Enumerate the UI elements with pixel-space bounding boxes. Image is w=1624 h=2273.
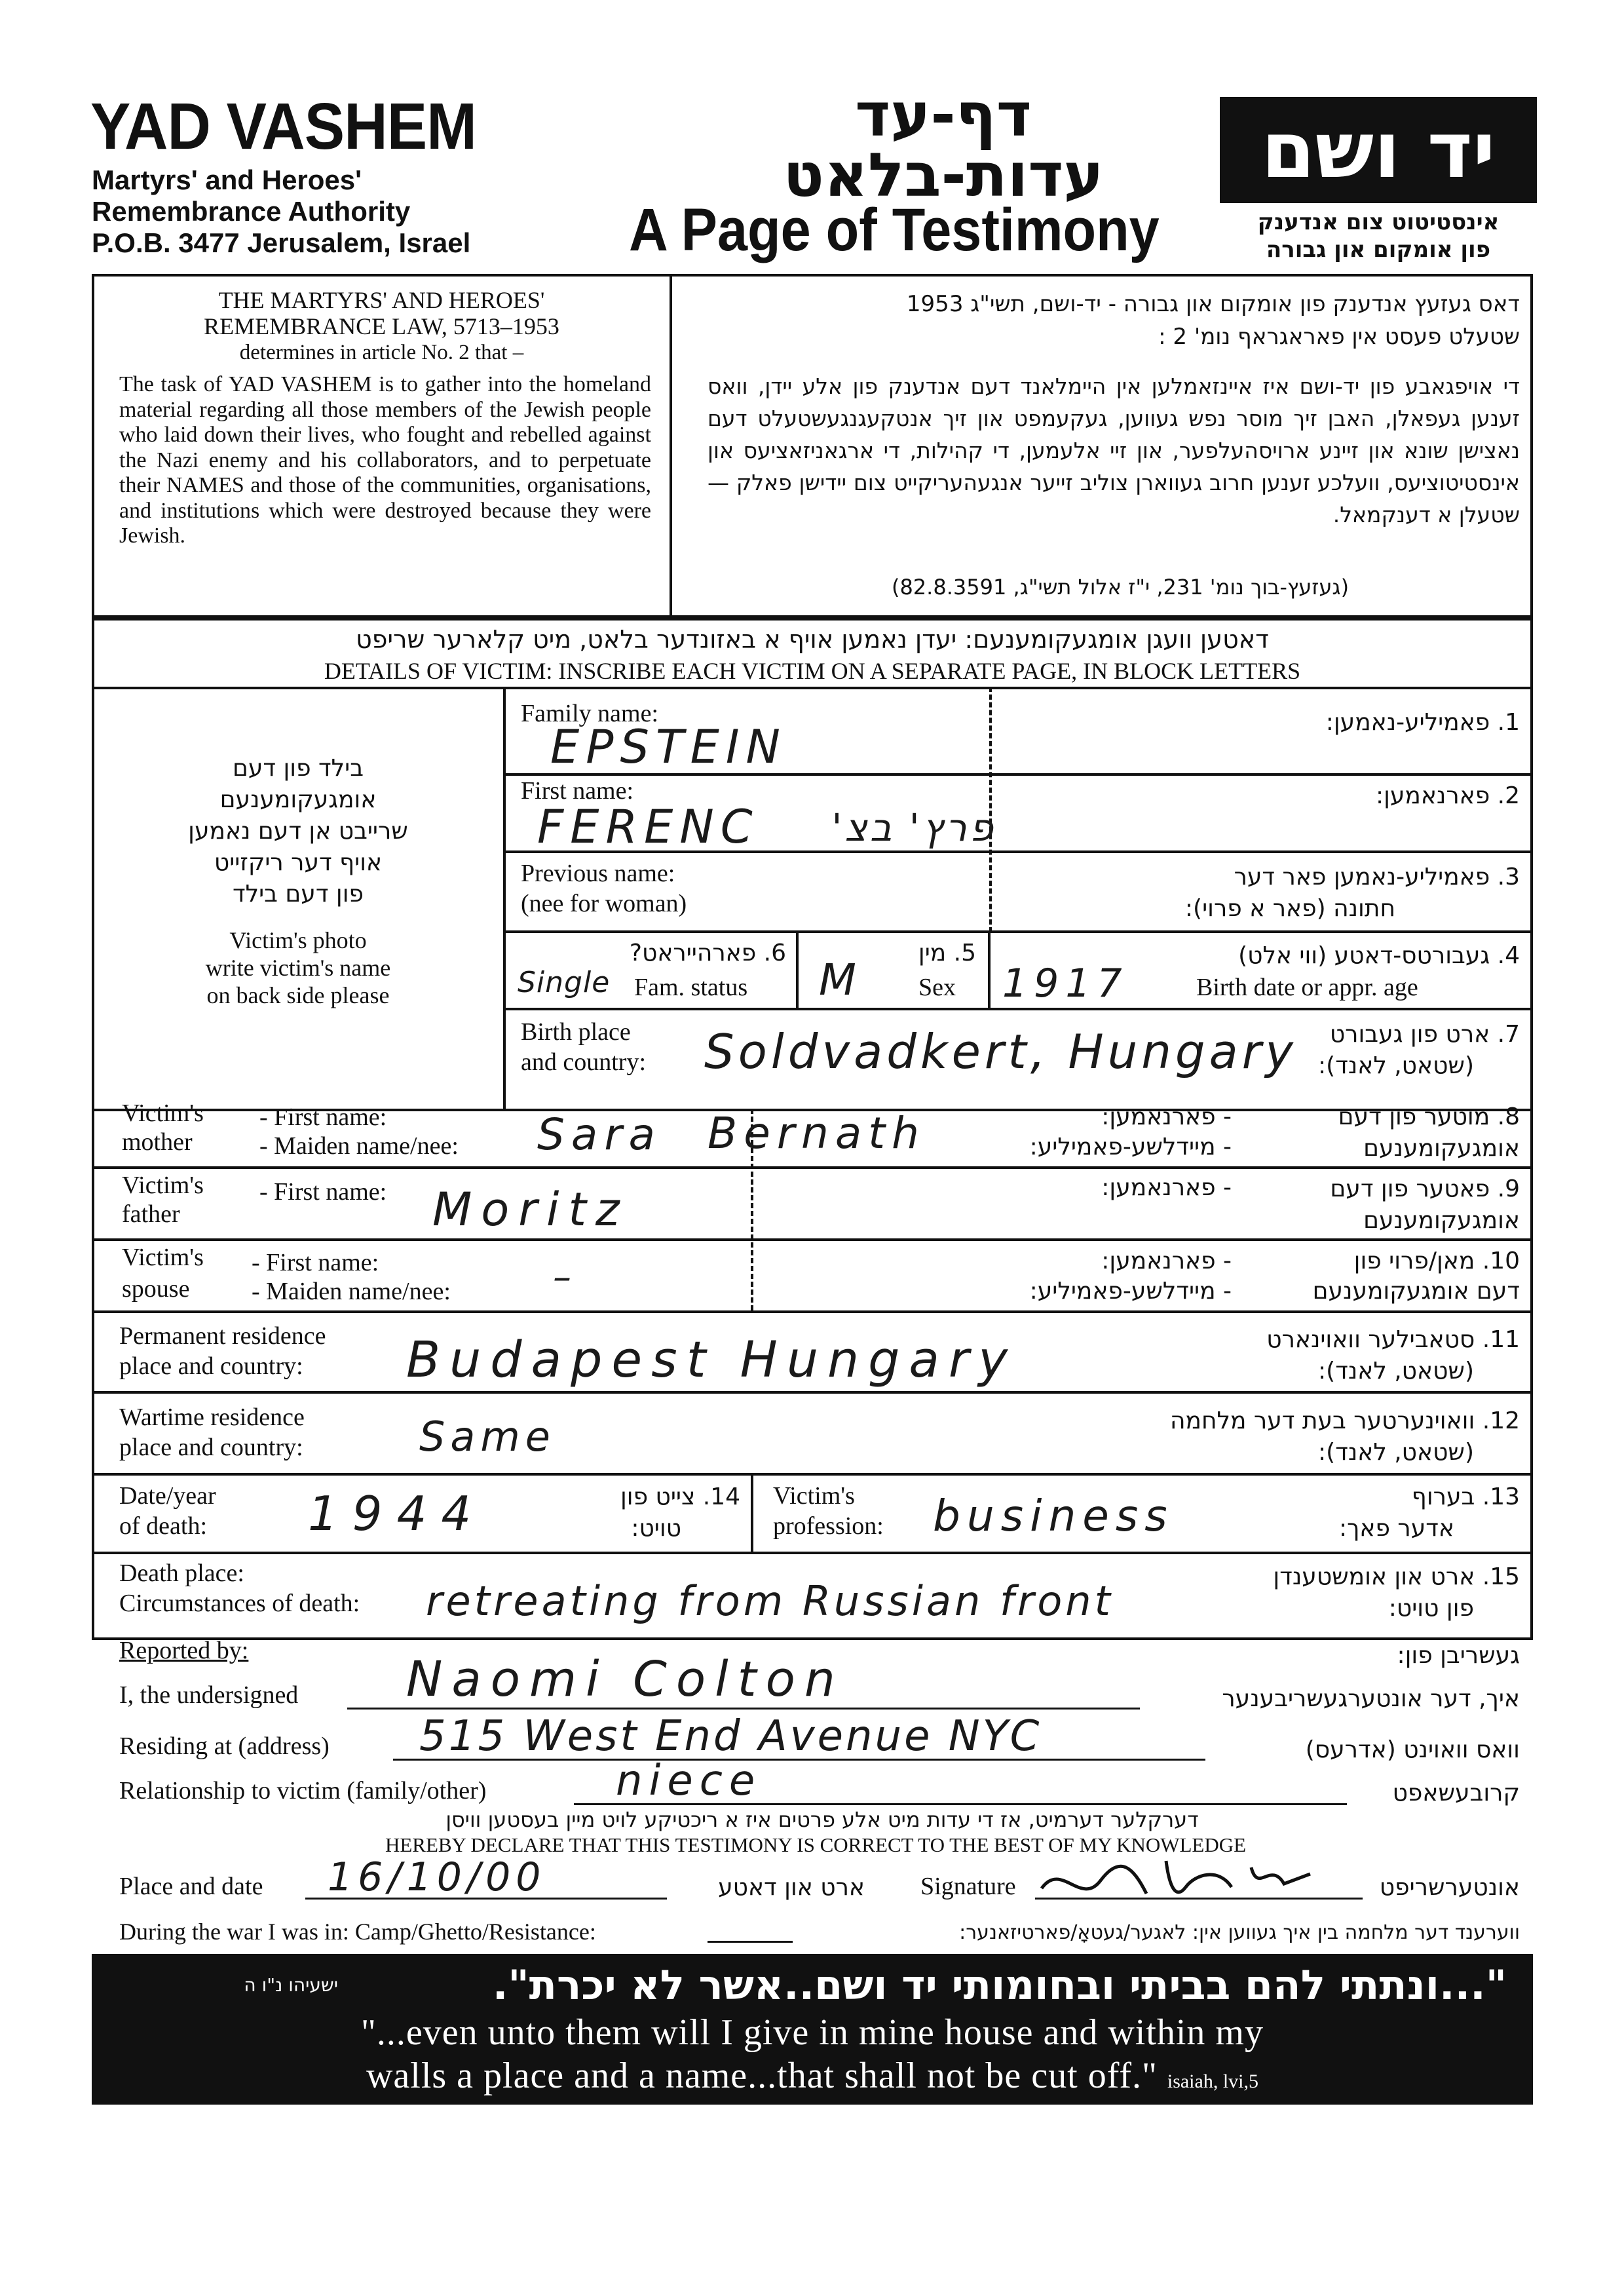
footer-english-1: "...even unto them will I give in mine house and within my [361, 2012, 1264, 2053]
first-name-hebrew: 2. פארנאמען: [1375, 782, 1520, 809]
declare-english: HEREBY DECLARE THAT THIS TESTIMONY IS CORRECT TO THE BEST OF MY KNOWLEDGE [385, 1833, 1247, 1856]
birth-place-hebrew-2: (שטאט, לאנד): [1318, 1052, 1474, 1079]
birth-place-label-2: and country: [521, 1048, 647, 1076]
signature-hebrew: אונטערשריפט [1379, 1874, 1520, 1901]
death-date-hebrew-1: 14. צייט פון [620, 1483, 740, 1510]
father-label-1: Victim's [122, 1172, 204, 1199]
profession-label-1: Victim's [773, 1482, 855, 1510]
death-date-divider [751, 1473, 753, 1552]
logo-sub-1: אינסטיטוט צום אנדענק [1257, 209, 1500, 235]
place-date-value: 16/10/00 [328, 1854, 546, 1900]
permanent-residence-value: Budapest Hungary [406, 1330, 1017, 1388]
footer-hebrew-ref: ישעיהו נ"ו ה [244, 1974, 338, 1996]
mother-hebrew-1: 8. מוטער פון דעם [1338, 1103, 1520, 1130]
details-divider [92, 687, 1533, 689]
org-name: YAD VASHEM [90, 90, 476, 163]
fam-status-hebrew: 6. פארהייראט? [629, 940, 786, 966]
death-place-value: retreating from Russian front [426, 1577, 1114, 1625]
row11-line [92, 1552, 1533, 1554]
birth-date-hebrew: 4. געבורטס-דאטע (ווי אלט) [1238, 942, 1520, 969]
birth-place-hebrew-1: 7. ארט פון געבורט [1329, 1021, 1520, 1048]
photo-english-2: write victim's name [205, 955, 391, 981]
previous-name-hebrew-1: 3. פאמיליע-נאמען פאר דער [1234, 864, 1520, 890]
mother-label-1: Victim's [122, 1099, 204, 1127]
sex-value: M [819, 955, 863, 1005]
row6-line [92, 1166, 1533, 1169]
permanent-residence-label-2: place and country: [119, 1352, 303, 1380]
org-line-3: P.O.B. 3477 Jerusalem, Israel [92, 227, 471, 258]
father-hebrew-1: 9. פאטער פון דעם [1330, 1175, 1520, 1202]
family-name-hebrew: 1. פאמיליע-נאמען: [1325, 709, 1520, 736]
sex-label: Sex [918, 974, 956, 1001]
family-name-label: Family name: [521, 700, 659, 727]
photo-hebrew-4: אויף דער ריקזייט [214, 849, 383, 876]
undersigned-hebrew: איך, דער אונטערגעשריבענער [1222, 1685, 1520, 1712]
title-english: A Page of Testimony [629, 197, 1160, 263]
reported-by-label: Reported by: [119, 1637, 249, 1664]
permanent-residence-hebrew-1: 11. סטאבילער וואוינארט [1266, 1326, 1520, 1353]
logo-hebrew: יד ושם [1220, 97, 1537, 203]
death-date-hebrew-2: טויט: [631, 1515, 681, 1542]
signature-label: Signature [920, 1873, 1016, 1900]
first-name-label: First name: [521, 777, 634, 805]
law-hebrew-title: דאס געזעץ אנדענק פון אומקום און גבורה - יד-ושם, תשי"ג 1953 [906, 291, 1520, 317]
details-english: DETAILS OF VICTIM: INSCRIBE EACH VICTIM ON A SEPARATE PAGE, IN BLOCK LETTERS [324, 658, 1301, 684]
death-date-label-2: of death: [119, 1512, 208, 1540]
father-first-label: - First name: [259, 1178, 387, 1206]
address-label: Residing at (address) [119, 1732, 330, 1760]
sex-divider [988, 930, 991, 1008]
row8-line [92, 1310, 1533, 1313]
death-place-label-2: Circumstances of death: [119, 1590, 360, 1617]
death-place-label-1: Death place: [119, 1559, 244, 1587]
photo-english-1: Victim's photo [229, 927, 367, 953]
father-first-value: Moritz [432, 1183, 629, 1236]
photo-hebrew-2: אומגעקומענעם [219, 786, 377, 813]
row7-line [92, 1238, 1533, 1241]
signature-scribble [1035, 1848, 1323, 1913]
photo-divider [503, 687, 506, 1109]
father-hebrew-2: אומגעקומענעם [1363, 1207, 1520, 1234]
death-place-hebrew-1: 15. ארט און אומשטענדן [1273, 1563, 1520, 1590]
law-title-3: determines in article No. 2 that – [239, 341, 524, 364]
title-hebrew-1: דף-עד [855, 80, 1032, 150]
org-line-2: Remembrance Authority [92, 196, 411, 227]
mother-first-hebrew: - פארנאמען: [1101, 1103, 1232, 1130]
org-line-1: Martyrs' and Heroes' [92, 164, 362, 195]
permanent-residence-label-1: Permanent residence [119, 1322, 326, 1350]
spouse-maiden-value: – [553, 1256, 578, 1299]
footer-english-2-text: walls a place and a name...that shall not be cut off." [366, 2055, 1158, 2096]
logo-sub-2: פון אומקום און גבורה [1266, 237, 1491, 263]
declare-hebrew: דערקלער דערמיט, אז די עדות מיט אלע פרטים איז א ריכטיקע לויט מיין בעסטען וויסן [445, 1807, 1199, 1832]
first-name-value: FERENC [537, 800, 759, 854]
law-body: The task of YAD VASHEM is to gather into the homeland material regarding all those members of the Jewish people who laid down their lives, who fought and rebelled against the Nazi enemy and his collaborators, and to perpetuate their NAMES and those of the communities, organisations, and institutions which were destroyed because they were Jewish. [119, 372, 651, 548]
details-hebrew: דאטען וועגן אומגעקומענעם: יעדן נאמען אויף א באזונדער בלאט, מיט קלארער שריפט [356, 625, 1269, 654]
footer-hebrew-quote: "...ונתתי להם בביתי ובחומותי יד ושם..אשר לא יכרת". [492, 1961, 1507, 2009]
wartime-residence-label-1: Wartime residence [119, 1404, 305, 1431]
photo-english-3: on back side please [206, 982, 390, 1008]
previous-name-label-2: (nee for woman) [521, 890, 687, 917]
profession-hebrew-2: אדער פאך: [1338, 1515, 1454, 1542]
place-date-hebrew: ארט און דאטע [718, 1874, 865, 1901]
death-date-label-1: Date/year [119, 1482, 216, 1510]
address-value: 515 West End Avenue NYC [419, 1712, 1042, 1761]
sex-hebrew: 5. מין [918, 940, 976, 966]
relationship-value: niece [616, 1757, 762, 1805]
place-date-label: Place and date [119, 1873, 263, 1900]
death-place-hebrew-2: פון טויט: [1388, 1595, 1474, 1622]
wartime-residence-hebrew-1: 12. וואוינערטער בעת דער מלחמה [1170, 1407, 1520, 1434]
fam-status-value: Single [518, 966, 611, 999]
relationship-hebrew: קרובעשאפט [1392, 1780, 1520, 1806]
mother-maiden-value: Bernath [708, 1108, 926, 1158]
photo-hebrew-3: שרייבט אן דעם נאמען [188, 818, 408, 845]
law-hebrew-title-2: שטעלט פעסט אין פאראגראף נומ' 2 : [1158, 324, 1520, 350]
undersigned-label: I, the undersigned [119, 1681, 299, 1709]
profession-value: business [933, 1491, 1174, 1541]
wartime-residence-label-2: place and country: [119, 1434, 303, 1461]
spouse-hebrew-1: 10. מאן/פרוי פון [1353, 1248, 1520, 1274]
wartime-residence-hebrew-2: (שטאט, לאנד): [1318, 1439, 1474, 1466]
row4-line [503, 1008, 1533, 1010]
footer-english-2 [92, 2053, 1533, 2104]
previous-name-label-1: Previous name: [521, 860, 675, 887]
photo-hebrew-1: בילד פון דעם [232, 755, 364, 782]
row2-line [503, 850, 1533, 853]
undersigned-value: Naomi Colton [406, 1651, 844, 1708]
spouse-maiden-label: - Maiden name/nee: [252, 1278, 451, 1305]
spouse-hebrew-2: דעם אומגעקומענעם [1312, 1278, 1520, 1305]
spouse-first-label: - First name: [252, 1249, 379, 1276]
law-hebrew-ref: (געזעץ-בוך נומ' 231, י"ז אלול תשי"ג, 82.8.3591) [891, 575, 1350, 600]
row9-line [92, 1391, 1533, 1394]
birth-place-label-1: Birth place [521, 1018, 631, 1046]
row3-line [503, 930, 1533, 933]
relationship-label: Relationship to victim (family/other) [119, 1777, 487, 1805]
footer-english-ref: isaiah, lvi,5 [1167, 2071, 1259, 2092]
row1-line [503, 773, 1533, 776]
law-divider [670, 274, 672, 618]
law-title-1: THE MARTYRS' AND HEROES' [218, 287, 545, 313]
war-line [708, 1941, 793, 1943]
title-hebrew-2: עדות-בלאט [783, 140, 1104, 210]
law-title-2: REMEMBRANCE LAW, 5713–1953 [204, 313, 559, 339]
first-name-value-hebrew: פרץ' בצ' [831, 805, 996, 850]
permanent-residence-hebrew-2: (שטאט, לאנד): [1318, 1358, 1474, 1385]
undersigned-line [347, 1708, 1140, 1710]
mother-first-label: - First name: [259, 1103, 387, 1131]
war-label: During the war I was in: Camp/Ghetto/Resistance: [119, 1919, 596, 1945]
row10-line [92, 1473, 1533, 1476]
death-date-value: 1944 [308, 1486, 486, 1541]
status-divider [796, 930, 799, 1008]
birth-date-value: 1917 [1002, 961, 1129, 1006]
spouse-maiden-hebrew: - מיידלשע-פאמיליע: [1029, 1278, 1232, 1305]
reported-by-hebrew: געשריבן פון: [1397, 1642, 1520, 1669]
previous-name-hebrew-2: חתונה (פאר א פרוי): [1184, 895, 1395, 922]
photo-hebrew-5: פון דעם בילד [232, 881, 364, 907]
address-hebrew: וואס וואוינט (אדרעס) [1305, 1736, 1520, 1763]
family-name-value: EPSTEIN [550, 720, 787, 774]
father-label-2: father [122, 1200, 180, 1228]
wartime-residence-value: Same [419, 1413, 556, 1461]
mother-hebrew-2: אומגעקומענעם [1363, 1135, 1520, 1162]
father-first-hebrew: - פארנאמען: [1101, 1174, 1232, 1201]
birth-date-label: Birth date or appr. age [1196, 974, 1418, 1001]
spouse-label-1: Victim's [122, 1244, 204, 1271]
mother-maiden-label: - Maiden name/nee: [259, 1132, 459, 1160]
law-hebrew-body: די אויפגאבע פון יד-ושם איז איינזאמלען אין היימלאנד דעם אנדענק פון אלע יידן, וואס זענען געפאלן, האבן זיך מוסר נפש געווען, געקעמפט און זיך אנטקעגנגעשטעלט דעם נאצישן שונא און זיינע ארויסהעלפער, און זיי אלעמען, די קהילות, די ארגאניזאציעס און אינסטיטוציעס, וועלכע זענען חרוב געווארן צוליב זייער אנגעהעריקייט צום יידישן פאלק — שטעלן א דענקמאל. [708, 373, 1520, 527]
mother-label-2: mother [122, 1128, 193, 1156]
profession-hebrew-1: 13. בערוף [1411, 1483, 1520, 1510]
spouse-label-2: spouse [122, 1275, 190, 1303]
fam-status-label: Fam. status [634, 974, 748, 1001]
war-hebrew: ווערענד דער מלחמה בין איך געווען אין: לאגער/געטאָ/פארטיזאנער: [959, 1921, 1520, 1944]
mother-first-value: Sara [537, 1109, 662, 1160]
profession-label-2: profession: [773, 1512, 884, 1540]
birth-place-value: Soldvadkert, Hungary [704, 1024, 1297, 1079]
mother-maiden-hebrew: - מיידלשע-פאמיליע: [1029, 1134, 1232, 1160]
spouse-first-hebrew: - פארנאמען: [1101, 1248, 1232, 1274]
